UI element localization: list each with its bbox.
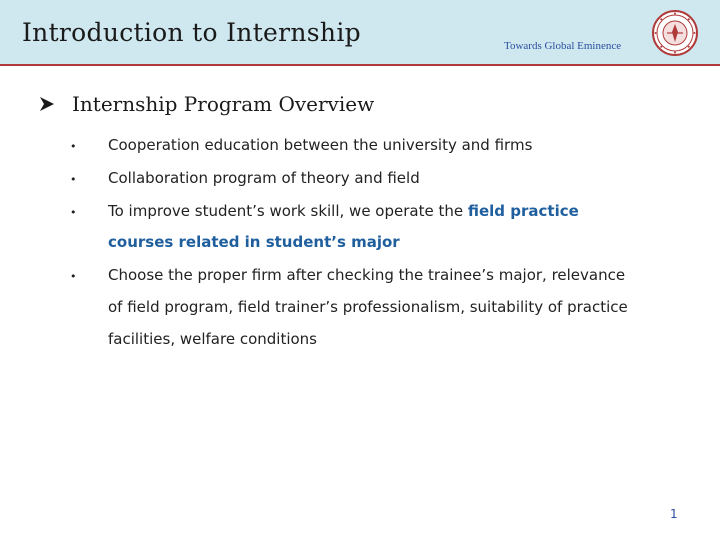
bullet-marker: • bbox=[70, 206, 77, 219]
bullet-text: of field program, field trainer’s professionalism, suitability of practice bbox=[108, 298, 628, 316]
bullet-text-highlight: courses related in student’s major bbox=[108, 233, 400, 251]
bullet-text: Choose the proper firm after checking the trainee’s major, relevance bbox=[108, 266, 626, 284]
bullet-marker: • bbox=[70, 173, 77, 186]
bullet-text bbox=[108, 202, 579, 220]
bullet-text-highlight: field practice bbox=[467, 202, 579, 220]
bullet-text: Collaboration program of theory and field bbox=[108, 169, 420, 187]
arrow-bullet-icon bbox=[38, 95, 56, 113]
bullet-marker: • bbox=[70, 140, 77, 153]
bullet-text: facilities, welfare conditions bbox=[108, 330, 317, 348]
bullet-marker: • bbox=[70, 270, 77, 283]
page-number: 1 bbox=[670, 507, 678, 521]
section-heading-text: Internship Program Overview bbox=[72, 92, 375, 116]
tagline: Towards Global Eminence bbox=[504, 40, 622, 52]
slide-title: Introduction to Internship bbox=[22, 18, 361, 47]
bullet-text-plain: To improve student’s work skill, we operate the bbox=[108, 202, 468, 220]
section-heading bbox=[38, 92, 374, 116]
bullet-text: Cooperation education between the university and firms bbox=[108, 136, 533, 154]
university-seal-icon bbox=[652, 10, 698, 56]
header-rule bbox=[0, 64, 720, 66]
